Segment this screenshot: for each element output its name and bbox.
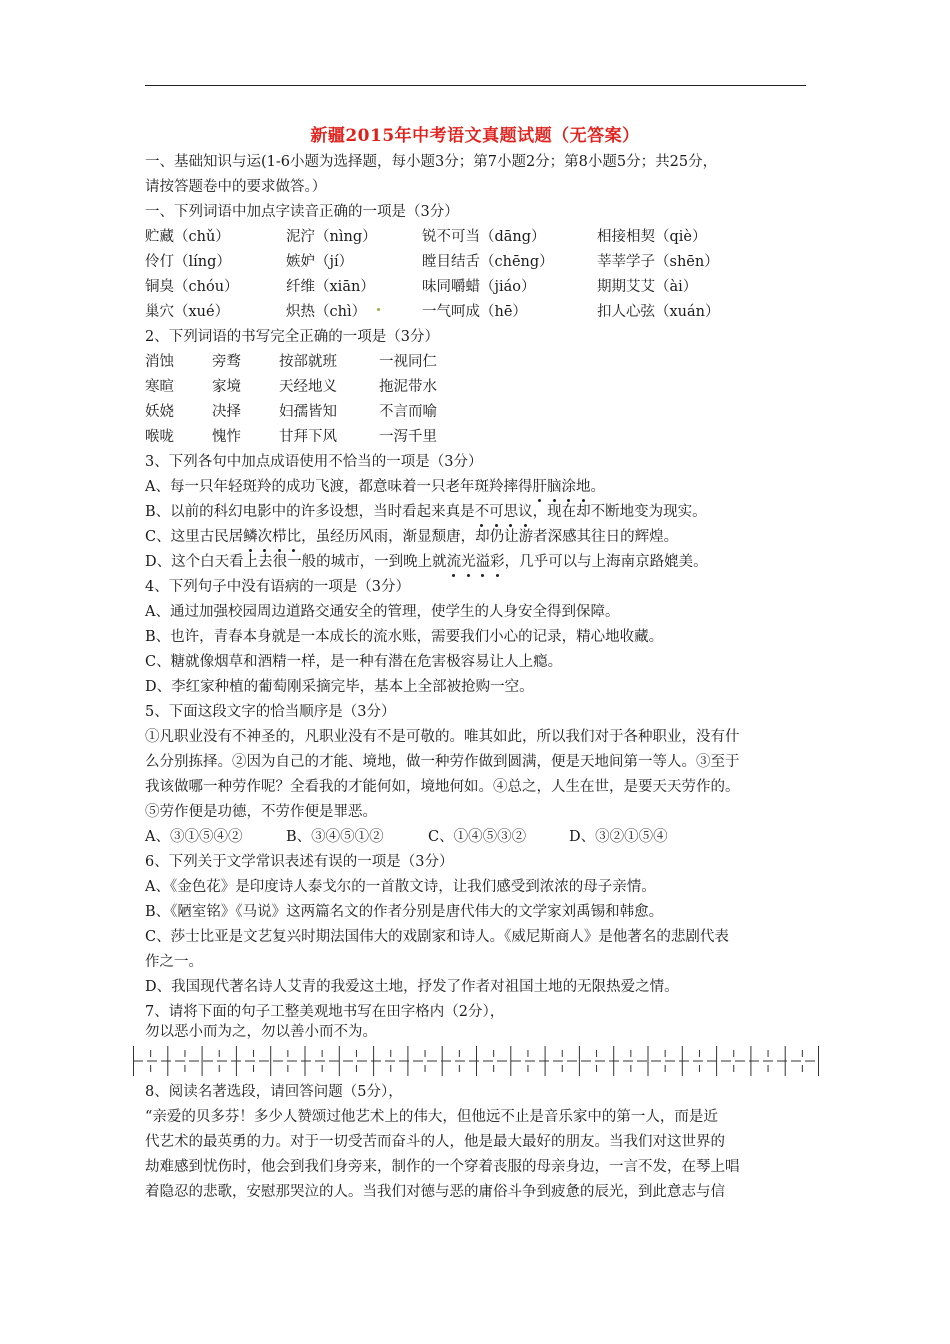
option-item: 铜臭（chóu）	[145, 279, 239, 295]
option-item: 泥泞（nìng）	[286, 229, 377, 245]
option-item: 纤维（xiān）	[286, 279, 375, 295]
dotted-idiom: 流光溢彩	[446, 554, 505, 570]
dotted-idiom: 不可思议	[474, 504, 533, 520]
option-item: 甘拜下风	[279, 429, 337, 445]
question-7-stem: 7、请将下面的句子工整美观地书写在田字格内（2分），	[145, 1004, 505, 1020]
question-6-option-b: B、《陋室铭》《马说》这两篇名文的作者分别是唐代伟大的文学家刘禹锡和韩愈。	[145, 904, 664, 920]
question-5-stem: 5、下面这段文字的恰当顺序是（3分）	[145, 704, 396, 720]
section-intro-line-1: 一、基础知识与运(1-6小题为选择题，每小题3分；第7小题2分；第8小题5分；共25分，	[145, 154, 718, 170]
question-5-passage-line: ①凡职业没有不神圣的，凡职业没有不是可敬的。唯其如此，所以我们对于各种职业，没有什	[145, 729, 740, 745]
scan-speck	[377, 308, 380, 311]
option-item: 嫉妒（jí）	[286, 254, 354, 270]
question-2-stem: 2、下列词语的书写完全正确的一项是（3分）	[145, 329, 439, 345]
option-item: 家境	[212, 379, 241, 395]
question-8-passage-line: 劫难感到忧伤时，他会到我们身旁来，制作的一个穿着丧服的母亲身边，一言不发，在琴上唱	[145, 1159, 740, 1175]
question-3-option-c: C、这里古民居鳞次栉比，虽经历风雨，渐显颓唐，却仍让游者深感其往日的辉煌。	[145, 529, 679, 545]
question-8-stem: 8、阅读名著选段，请回答问题（5分），	[145, 1084, 403, 1100]
question-5-option-c: C、①④⑤③②	[428, 829, 527, 845]
question-4-option-b: B、也许，青春本身就是一本成长的流水账，需要我们小心的记录，精心地收藏。	[145, 629, 664, 645]
option-item: 贮藏（chǔ）	[145, 229, 230, 245]
question-8-passage-line: “亲爱的贝多芬！多少人赞颂过他艺术上的伟大，但他远不止是音乐家中的第一人，而是近	[145, 1109, 718, 1125]
question-6-option-c-line-1: C、莎士比亚是文艺复兴时期法国伟大的戏剧家和诗人。《威尼斯商人》是他著名的悲剧代表	[145, 929, 729, 945]
option-item: 期期艾艾（ài）	[597, 279, 698, 295]
option-item: 妖娆	[145, 404, 174, 420]
question-1-stem: 一、下列词语中加点字读音正确的一项是（3分）	[145, 204, 459, 220]
option-item: 锐不可当（dāng）	[422, 229, 546, 245]
option-item: 相接相契（qiè）	[597, 229, 707, 245]
dotted-idiom: 鳞次栉比	[243, 529, 302, 545]
question-4-option-c: C、糖就像烟草和酒精一样，是一种有潜在危害极容易让人上瘾。	[145, 654, 563, 670]
option-item: 扣人心弦（xuán）	[597, 304, 720, 320]
option-item: 味同嚼蜡（jiáo）	[422, 279, 536, 295]
question-6-option-a: A、《金色花》是印度诗人泰戈尔的一首散文诗，让我们感受到浓浓的母子亲情。	[145, 879, 656, 895]
question-6-stem: 6、下列关于文学常识表述有误的一项是（3分）	[145, 854, 454, 870]
question-5-passage-line: 么分别拣择。②因为自己的才能、境地，做一种劳作做到圆满，便是天地间第一等人。③至于	[145, 754, 740, 770]
question-5-passage-line: ⑤劳作便是功德，不劳作便是罪恶。	[145, 804, 377, 820]
option-item: 愧怍	[212, 429, 241, 445]
question-8-passage-line: 代艺术的最英勇的力。对于一切受苦而奋斗的人，他是最大最好的朋友。当我们对这世界的	[145, 1134, 725, 1150]
dotted-idiom: 肝脑涂地	[532, 479, 591, 495]
question-4-option-d: D、李红家种植的葡萄刚采摘完毕，基本上全部被抢购一空。	[145, 679, 534, 695]
option-item: 喉咙	[145, 429, 174, 445]
question-3-stem: 3、下列各句中加点成语使用不恰当的一项是（3分）	[145, 454, 483, 470]
option-item: 一泻千里	[379, 429, 437, 445]
option-item: 巢穴（xué）	[145, 304, 230, 320]
question-6-option-c-line-2: 作之一。	[145, 954, 203, 970]
option-item: 不言而喻	[379, 404, 437, 420]
question-5-passage-line: 我该做哪一种劳作呢？全看我的才能何如，境地何如。④总之，人生在世，是要天天劳作的。	[145, 779, 740, 795]
option-item: 伶仃（líng）	[145, 254, 231, 270]
option-item: 天经地义	[279, 379, 337, 395]
option-item: 瞠目结舌（chēng）	[422, 254, 554, 270]
option-item: 消蚀	[145, 354, 174, 370]
header-rule	[145, 85, 806, 86]
question-5-option-d: D、③②①⑤④	[569, 829, 668, 845]
question-7-sentence: 勿以恶小而为之，勿以善小而不为。	[145, 1024, 377, 1040]
option-item: 一视同仁	[379, 354, 437, 370]
option-item: 寒暄	[145, 379, 174, 395]
option-item: 决择	[212, 404, 241, 420]
question-3-option-d: D、这个白天看上去很一般的城市，一到晚上就流光溢彩，几乎可以与上海南京路媲美。	[145, 554, 708, 570]
section-intro-line-2: 请按答题卷中的要求做答。）	[145, 179, 327, 195]
page-title: 新疆2015年中考语文真题试题（无答案）	[310, 126, 640, 146]
question-8-passage-line: 着隐忍的悲歌，安慰那哭泣的人。当我们对德与恶的庸俗斗争到疲惫的辰光，到此意志与信	[145, 1184, 725, 1200]
question-5-option-a: A、③①⑤④②	[145, 829, 243, 845]
option-item: 炽热（chì）	[286, 304, 367, 320]
question-3-option-a: A、每一只年轻斑羚的成功飞渡，都意味着一只老年斑羚摔得肝脑涂地。	[145, 479, 605, 495]
question-3-option-b: B、以前的科幻电影中的许多设想，当时看起来真是不可思议，现在却不断地变为现实。	[145, 504, 707, 520]
option-item: 按部就班	[279, 354, 337, 370]
writing-grid[interactable]	[133, 1044, 819, 1078]
option-item: 一气呵成（hē）	[422, 304, 527, 320]
question-4-option-a: A、通过加强校园周边道路交通安全的管理，使学生的人身安全得到保障。	[145, 604, 620, 620]
option-item: 莘莘学子（shēn）	[597, 254, 719, 270]
option-item: 妇孺皆知	[279, 404, 337, 420]
option-item: 旁骛	[212, 354, 241, 370]
question-6-option-d: D、我国现代著名诗人艾青的我爱这土地，抒发了作者对祖国土地的无限热爱之情。	[145, 979, 679, 995]
question-4-stem: 4、下列句子中没有语病的一项是（3分）	[145, 579, 410, 595]
question-5-option-b: B、③④⑤①②	[286, 829, 384, 845]
option-item: 拖泥带水	[379, 379, 437, 395]
